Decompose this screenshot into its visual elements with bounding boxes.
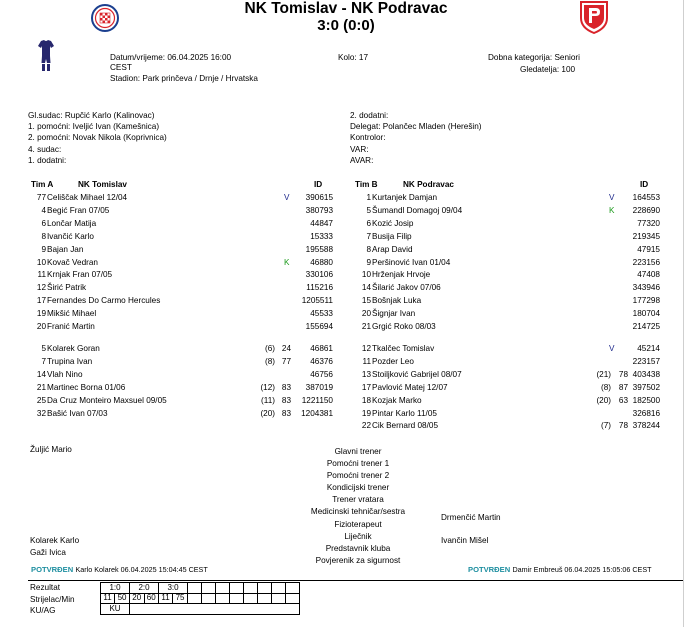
player-number: 11 (37, 270, 46, 280)
player-name: Da Cruz Monteiro Maxsuel 09/05 (47, 395, 167, 405)
player-id: 164553 (632, 193, 660, 202)
staff-role: Medicinski tehničar/sestra (310, 507, 406, 517)
player-number: 19 (36, 309, 46, 319)
player-number: 7 (366, 231, 371, 241)
staff-role: Povjerenik za sigurnost (315, 555, 401, 565)
player-name: Hrženjak Hrvoje (372, 270, 431, 280)
player-name: Bošnjak Luka (372, 296, 422, 306)
player-number: 5 (366, 205, 371, 215)
player-number: 9 (41, 244, 46, 254)
team-a-name: NK Tomislav (78, 180, 127, 189)
player-number: 18 (361, 395, 371, 405)
match-datetime: Datum/vrijeme: 06.04.2025 16:00 (110, 53, 232, 62)
player-id: 390615 (305, 193, 333, 202)
sub-replaced-number: (8) (600, 382, 611, 392)
sub-minute: 77 (281, 356, 291, 366)
player-number: 20 (361, 309, 371, 319)
sub-replaced-number: (11) (261, 395, 275, 405)
player-name: Celiščak Mihael 12/04 (47, 193, 128, 202)
staff-role: Glavni trener (334, 447, 382, 456)
team-b-physio: Drmenčić Martin (441, 513, 501, 522)
sub-minute: 83 (281, 395, 291, 405)
player-name: Tkalčec Tomislav (372, 344, 435, 353)
sub-minute: 24 (281, 344, 291, 353)
sub-replaced-number: (7) (600, 421, 611, 431)
player-number: 15 (361, 296, 371, 306)
scorer-cell: 11 (101, 593, 115, 604)
player-name: Trupina Ivan (47, 356, 93, 366)
player-role-mark: V (284, 193, 290, 202)
player-id: 177298 (632, 296, 660, 306)
player-id: 1221150 (301, 395, 333, 405)
player-id: 195588 (305, 244, 333, 254)
player-id: 46861 (310, 344, 333, 353)
player-role-mark: V (609, 193, 615, 202)
confirmed-by: Karlo Kolarek 06.04.2025 15:04:45 CEST (75, 565, 208, 574)
player-id: 223157 (632, 356, 660, 366)
player-id: 45533 (310, 309, 333, 319)
player-number: 5 (41, 344, 46, 353)
official-line: Delegat: Polančec Mladen (Herešin) (350, 122, 482, 132)
player-id: 330106 (305, 270, 333, 280)
staff-role: Liječnik (344, 531, 372, 541)
result-grid (100, 582, 300, 615)
officials-left (28, 110, 167, 166)
player-id: 15333 (310, 231, 333, 241)
spectators: Gledatelja: 100 (520, 65, 576, 74)
player-id: 46756 (310, 369, 333, 379)
player-number: 8 (41, 231, 46, 241)
scorer-cell: 11 (159, 593, 173, 604)
match-stadium: Stadion: Park prinčeva / Drnje / Hrvatska (110, 74, 258, 83)
ku-row-label: KU/AG (30, 606, 56, 615)
player-number: 32 (36, 408, 46, 418)
player-number: 9 (366, 257, 371, 267)
player-name: Cik Bernard 08/05 (372, 421, 438, 431)
player-number: 14 (361, 283, 371, 293)
minute-cell: 60 (144, 593, 159, 604)
player-role-mark: V (609, 344, 615, 353)
player-role-mark: K (609, 205, 615, 215)
player-id: 228690 (632, 205, 660, 215)
player-name: Pozder Leo (372, 356, 414, 366)
player-id: 1204381 (301, 408, 333, 418)
player-name: Martinec Borna 01/06 (47, 382, 126, 392)
score-cell: 2:0 (130, 583, 159, 594)
sub-replaced-number: (6) (264, 344, 275, 353)
player-id: 77320 (637, 218, 660, 228)
staff-role: Kondicijski trener (326, 483, 390, 493)
player-name: Kurtanjek Damjan (372, 193, 438, 202)
player-number: 4 (41, 205, 46, 215)
confirmed-label: POTVRĐEN (468, 565, 511, 574)
player-name: Šumandl Domagoj 09/04 (372, 205, 463, 215)
player-id: 182500 (632, 395, 660, 405)
official-line: 4. sudac: (28, 144, 62, 154)
score-cell: 1:0 (101, 583, 130, 594)
sub-minute: 78 (618, 421, 628, 431)
player-id: 343946 (632, 283, 660, 293)
page-border (683, 0, 684, 627)
player-id: 45214 (637, 344, 660, 353)
player-name: Fernandes Do Carmo Hercules (47, 296, 161, 306)
player-number: 77 (36, 193, 46, 202)
player-number: 20 (36, 322, 46, 331)
ku-cell: KU (101, 604, 130, 615)
player-id: 380793 (305, 205, 333, 215)
scorer-row-label: Strijelac/Min (30, 595, 75, 604)
official-line: 1. pomoćni: Iveljić Ivan (Kamešnica) (28, 122, 160, 132)
score-cell: 3:0 (159, 583, 188, 594)
player-number: 10 (361, 270, 371, 280)
player-id: 44847 (310, 218, 333, 228)
team-b-doctor: Ivančin Mišel (441, 536, 489, 545)
age-category: Dobna kategorija: Seniori (488, 53, 580, 62)
scorer-cell: 20 (130, 593, 145, 604)
player-name: Pavlović Matej 12/07 (372, 382, 448, 392)
confirmed-by: Damir Embreuš 06.04.2025 15:05:06 CEST (512, 565, 652, 574)
sub-minute: 83 (281, 382, 291, 392)
team-a-confirmation (31, 566, 208, 574)
player-name: Arap David (372, 244, 413, 254)
player-name: Begić Fran 07/05 (47, 205, 110, 215)
player-name: Grgić Roko 08/03 (372, 322, 436, 331)
official-line: AVAR: (350, 155, 374, 165)
sub-replaced-number: (20) (596, 395, 611, 405)
staff-role: Trener vratara (332, 495, 384, 505)
sub-minute: 83 (281, 408, 291, 418)
match-title: NK Tomislav - NK Podravac (244, 0, 448, 17)
player-number: 17 (361, 382, 371, 392)
minute-cell: 50 (115, 593, 130, 604)
official-line: VAR: (350, 144, 369, 154)
team-a-label: Tim A (31, 180, 54, 189)
team-b-confirmation (468, 566, 652, 574)
player-name: Busija Filip (372, 231, 412, 241)
player-id: 46376 (310, 356, 333, 366)
player-number: 1 (366, 193, 371, 202)
minute-cell: 75 (173, 593, 188, 604)
player-id: 115216 (306, 283, 333, 293)
player-number: 12 (36, 283, 46, 293)
player-number: 13 (361, 369, 371, 379)
team-a-doctor: Kolarek Karlo (30, 536, 80, 545)
team-a-coach: Žuljić Mario (30, 445, 72, 454)
player-name: Šignjar Ivan (372, 309, 416, 319)
player-id: 180704 (632, 309, 660, 319)
player-id: 219345 (632, 231, 660, 241)
player-id: 47915 (637, 244, 660, 254)
match-timezone: CEST (110, 63, 132, 72)
player-name: Kozjak Marko (372, 395, 422, 405)
player-id: 403438 (632, 369, 660, 379)
player-name: Stoiljković Gabrijel 08/07 (372, 369, 462, 379)
player-id: 397502 (632, 382, 660, 392)
player-name: Peršinović Ivan 01/04 (372, 257, 451, 267)
result-top-rule (28, 580, 683, 581)
official-line: 2. pomoćni: Novak Nikola (Koprivnica) (28, 133, 167, 143)
player-name: Franić Martin (47, 322, 95, 331)
player-name: Kovač Vedran (47, 257, 98, 267)
player-name: Šilarić Jakov 07/06 (372, 283, 441, 293)
player-number: 25 (36, 395, 46, 405)
player-number: 8 (366, 244, 371, 254)
official-line: Gl.sudac: Rupčić Karlo (Kalinovac) (28, 111, 155, 120)
official-line: Kontrolor: (350, 133, 386, 143)
staff-role: Pomoćni trener 2 (326, 471, 390, 481)
sub-replaced-number: (21) (596, 369, 611, 379)
player-id: 326816 (632, 408, 660, 418)
player-id: 378244 (632, 421, 660, 431)
player-name: Kolarek Goran (47, 344, 100, 353)
player-number: 21 (36, 382, 46, 392)
kit-icon (37, 39, 55, 73)
player-number: 6 (366, 218, 371, 228)
player-name: Širić Patrik (47, 283, 87, 293)
player-number: 17 (36, 296, 46, 306)
player-name: Ivančić Karlo (47, 231, 94, 241)
team-b-label: Tim B (355, 180, 378, 189)
player-id: 1205511 (301, 296, 333, 306)
sub-minute: 87 (618, 382, 628, 392)
player-name: Kozić Josip (372, 218, 414, 228)
player-id: 223156 (632, 257, 660, 267)
player-id: 47408 (637, 270, 660, 280)
result-row-label: Rezultat (30, 583, 61, 592)
official-line: 2. dodatni: (350, 111, 389, 120)
player-number: 22 (361, 421, 371, 431)
sub-replaced-number: (12) (260, 382, 275, 392)
team-a-security: Gaži Ivica (30, 548, 66, 557)
officials-right (350, 110, 482, 166)
sub-minute: 63 (618, 395, 628, 405)
staff-role: Predstavnik kluba (325, 543, 391, 553)
match-round: Kolo: 17 (338, 53, 369, 62)
player-name: Bašić Ivan 07/03 (47, 408, 108, 418)
player-number: 19 (361, 408, 371, 418)
player-number: 6 (41, 218, 46, 228)
player-id: 214725 (632, 322, 660, 331)
player-id: 46880 (310, 257, 333, 267)
player-number: 11 (362, 356, 371, 366)
team-b-name: NK Podravac (403, 180, 454, 189)
player-number: 21 (361, 322, 371, 331)
confirmed-label: POTVRĐEN (31, 565, 74, 574)
match-score: 3:0 (0:0) (317, 17, 375, 34)
player-number: 12 (361, 344, 371, 353)
sub-replaced-number: (20) (260, 408, 275, 418)
player-name: Bajan Jan (47, 244, 84, 254)
player-number: 14 (36, 369, 46, 379)
player-name: Krnjak Fran 07/05 (47, 270, 113, 280)
player-role-mark: K (284, 257, 290, 267)
sub-replaced-number: (8) (264, 356, 275, 366)
player-id: 387019 (305, 382, 333, 392)
official-line: 1. dodatni: (28, 155, 67, 165)
player-name: Lončar Matija (47, 218, 97, 228)
team-a-id-header: ID (314, 180, 323, 189)
player-number: 7 (41, 356, 46, 366)
staff-role: Pomoćni trener 1 (326, 459, 390, 469)
player-number: 10 (36, 257, 46, 267)
staff-roles (220, 446, 496, 567)
player-name: Pintar Karlo 11/05 (372, 408, 437, 418)
staff-role: Fizioterapeut (334, 519, 382, 529)
player-name: Vlah Nino (47, 369, 83, 379)
player-name: Mikšić Mihael (47, 309, 97, 319)
team-b-id-header: ID (640, 180, 649, 189)
player-id: 155694 (305, 322, 333, 331)
sub-minute: 78 (618, 369, 628, 379)
